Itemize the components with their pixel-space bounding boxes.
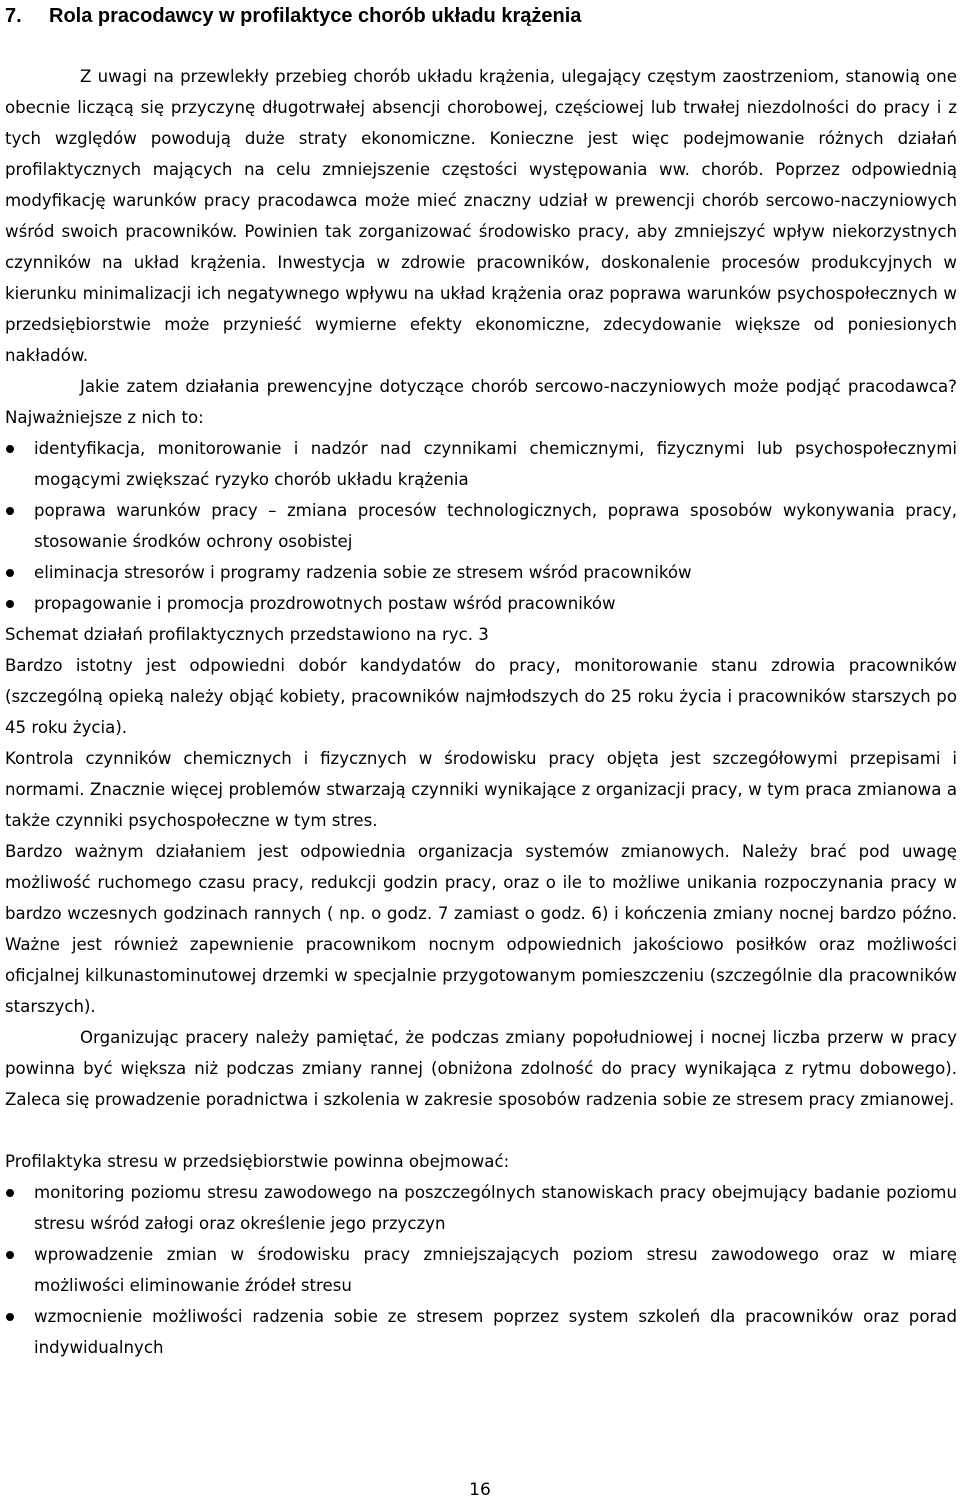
- paragraph-intro: Z uwagi na przewlekły przebieg chorób układu krążenia, ulegający częstym zaostrzeniom, stanowią one obecnie liczącą się przyczynę długotrwałej absencji chorobowej, częściowej lub trwałej niezdolności do pracy i z tych względów powodują duże straty ekonomiczne. Konieczne jest więc podejmowanie różnych działań profilaktycznych mających na celu zmniejszenie częstości występowania ww. chorób. Poprzez odpowiednią modyfikację warunków pracy pracodawca może mieć znaczny udział w prewencji chorób sercowo-naczyniowych wśród swoich pracowników. Powinien tak zorganizować środowisko pracy, aby zmniejszyć wpływ niekorzystnych czynników na układ krążenia. Inwestycja w zdrowie pracowników, doskonalenie procesów produkcyjnych w kierunku minimalizacji ich negatywnego wpływu na układ krążenia oraz poprawa warunków psychospołecznych w przedsiębiorstwie może przynieść wymierne efekty ekonomiczne, zdecydowanie większe od poniesionych nakładów.: [5, 67, 957, 365]
- bullet-icon: [6, 1251, 14, 1259]
- document-body: [5, 61, 957, 1363]
- prevention-actions-list: [5, 433, 957, 619]
- section-number: 7.: [5, 5, 22, 27]
- paragraph-breaks: Organizując pracery należy pamiętać, że podczas zmiany popołudniowej i nocnej liczba przerw w pracy powinna być większa niż podczas zmiany rannej (obniżona zdolność do pracy wynikająca z rytmu dobowego). Zaleca się prowadzenie poradnictwa i szkolenia w zakresie sposobów radzenia sobie ze stresem pracy zmianowej.: [5, 1028, 957, 1109]
- section-heading: [5, 4, 581, 28]
- list-item: poprawa warunków pracy – zmiana procesów technologicznych, poprawa sposobów wykonywania pracy, stosowanie środków ochrony osobistej: [5, 495, 957, 557]
- bullet-icon: [6, 569, 14, 577]
- page-number: 16: [469, 1480, 491, 1500]
- list-item: identyfikacja, monitorowanie i nadzór nad czynnikami chemicznymi, fizycznymi lub psychospołecznymi mogącymi zwiększać ryzyko chorób układu krążenia: [5, 433, 957, 495]
- list-item: eliminacja stresorów i programy radzenia sobie ze stresem wśród pracowników: [5, 557, 957, 588]
- paragraph-stress-intro: Profilaktyka stresu w przedsiębiorstwie powinna obejmować:: [5, 1152, 510, 1171]
- stress-prevention-list: [5, 1177, 957, 1363]
- paragraph-question: Jakie zatem działania prewencyjne dotyczące chorób sercowo-naczyniowych może podjąć pracodawca? Najważniejsze z nich to:: [5, 377, 957, 427]
- list-item: wzmocnienie możliwości radzenia sobie ze stresem poprzez system szkoleń dla pracowników oraz porad indywidualnych: [5, 1301, 957, 1363]
- list-item: monitoring poziomu stresu zawodowego na poszczególnych stanowiskach pracy obejmujący badanie poziomu stresu wśród załogi oraz określenie jego przyczyn: [5, 1177, 957, 1239]
- paragraph-shift-systems: Bardzo ważnym działaniem jest odpowiednia organizacja systemów zmianowych. Należy brać pod uwagę możliwość ruchomego czasu pracy, redukcji godzin pracy, oraz o ile to możliwe unikania rozpoczynania pracy w bardzo wczesnych godzinach rannych ( np. o godz. 7 zamiast o godz. 6) i kończenia zmiany nocnej bardzo późno. Ważne jest również zapewnienie pracownikom nocnym odpowiednich jakościowo posiłków oraz możliwości oficjalnej kilkunastominutowej drzemki w specjalnie przygotowanym pomieszczeniu (szczególnie dla pracowników starszych).: [5, 842, 957, 1016]
- bullet-icon: [6, 445, 14, 453]
- paragraph-scheme: Schemat działań profilaktycznych przedstawiono na ryc. 3: [5, 625, 489, 644]
- spacer: [5, 1115, 957, 1146]
- list-item: wprowadzenie zmian w środowisku pracy zmniejszających poziom stresu zawodowego oraz w miarę możliwości eliminowanie źródeł stresu: [5, 1239, 957, 1301]
- bullet-icon: [6, 507, 14, 515]
- paragraph-candidates: Bardzo istotny jest odpowiedni dobór kandydatów do pracy, monitorowanie stanu zdrowia pracowników (szczególną opieką należy objąć kobiety, pracowników najmłodszych do 25 roku życia i pracowników starszych po 45 roku życia).: [5, 656, 957, 737]
- section-title: Rola pracodawcy w profilaktyce chorób układu krążenia: [49, 5, 582, 27]
- list-item: propagowanie i promocja prozdrowotnych postaw wśród pracowników: [5, 588, 957, 619]
- bullet-icon: [6, 1313, 14, 1321]
- bullet-icon: [6, 600, 14, 608]
- paragraph-control: Kontrola czynników chemicznych i fizycznych w środowisku pracy objęta jest szczegółowymi przepisami i normami. Znacznie więcej problemów stwarzają czynniki wynikające z organizacji pracy, w tym praca zmianowa a także czynniki psychospołeczne w tym stres.: [5, 749, 957, 830]
- bullet-icon: [6, 1189, 14, 1197]
